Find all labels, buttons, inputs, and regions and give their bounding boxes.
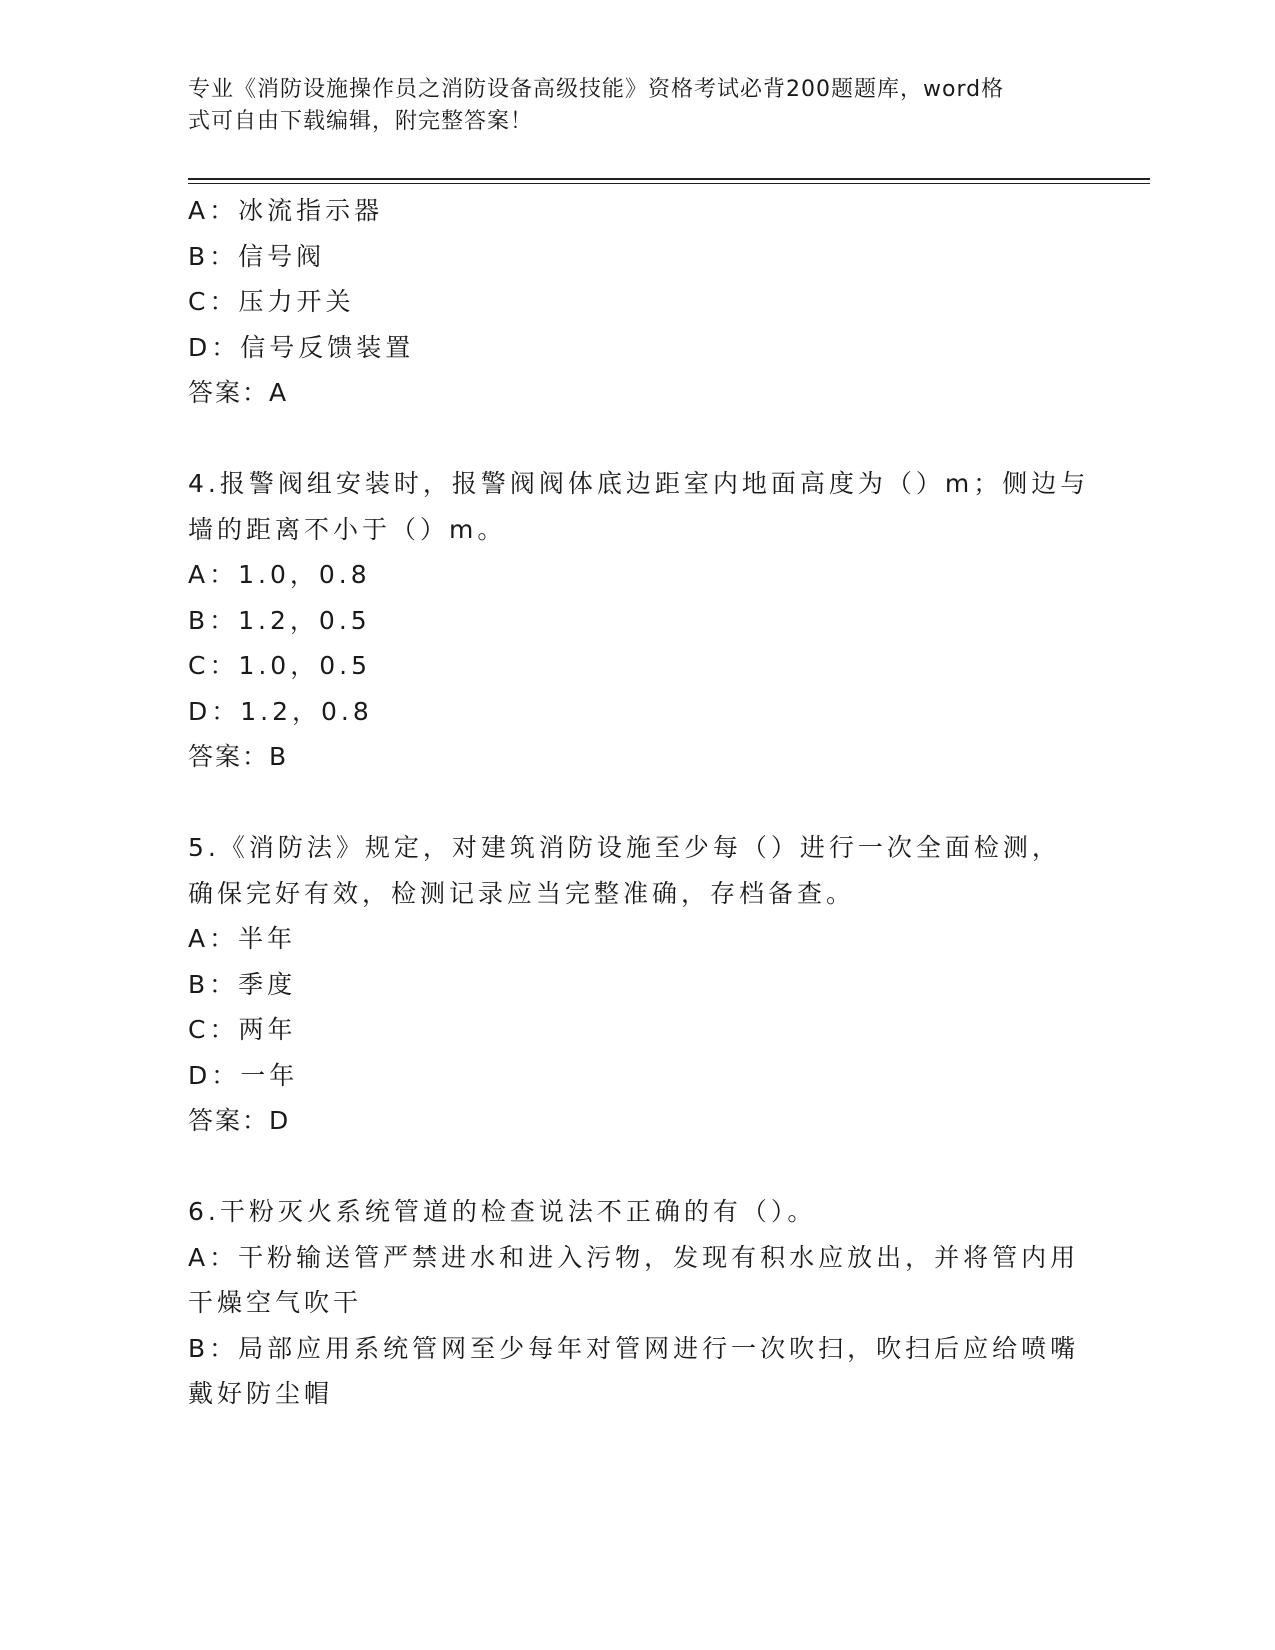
question-6 — [188, 1189, 1088, 1417]
option-a-line-2: 干燥空气吹干 — [188, 1288, 363, 1317]
question-stem-line-2: 墙的距离不小于（）m。 — [188, 514, 507, 544]
question-stem-line-1: 4.报警阀组安装时，报警阀阀体底边距室内地面高度为（）m；侧边与 — [188, 469, 1090, 498]
option-d: D：一年 — [188, 1060, 299, 1090]
option-a-line-1: A：干粉输送管严禁进水和进入污物，发现有积水应放出，并将管内用 — [188, 1242, 1080, 1272]
question-stem-line-1: 5.《消防法》规定，对建筑消防设施至少每（）进行一次全面检测， — [188, 833, 1061, 862]
option-a: A：冰流指示器 — [188, 196, 384, 225]
spacer — [188, 1144, 1088, 1190]
option-b: B：1.2，0.5 — [188, 605, 371, 635]
question-3 — [188, 188, 1088, 416]
option-d: D：信号反馈装置 — [188, 332, 415, 362]
spacer — [188, 780, 1088, 826]
question-4 — [188, 461, 1088, 780]
header-rule-thick — [188, 178, 1150, 180]
option-a: A：1.0，0.8 — [188, 560, 371, 589]
question-stem-line-2: 确保完好有效，检测记录应当完整准确，存档备查。 — [188, 878, 856, 908]
header-line-1: 专业《消防设施操作员之消防设备高级技能》资格考试必背200题题库，word格 — [188, 77, 1005, 102]
option-b: B：信号阀 — [188, 241, 326, 271]
question-5 — [188, 825, 1088, 1144]
answer: 答案：D — [188, 1106, 291, 1135]
option-b-line-1: B：局部应用系统管网至少每年对管网进行一次吹扫，吹扫后应给喷嘴 — [188, 1333, 1080, 1363]
option-b: B：季度 — [188, 969, 297, 999]
answer: 答案：A — [188, 378, 289, 407]
option-c: C：压力开关 — [188, 287, 355, 316]
option-c: C：两年 — [188, 1015, 297, 1044]
option-d: D：1.2，0.8 — [188, 696, 373, 726]
spacer — [188, 416, 1088, 462]
option-b-line-2: 戴好防尘帽 — [188, 1379, 334, 1408]
question-list — [188, 188, 1088, 1417]
answer: 答案：B — [188, 742, 289, 771]
header-line-2: 式可自由下载编辑，附完整答案！ — [188, 109, 534, 134]
option-c: C：1.0，0.5 — [188, 651, 371, 680]
option-a: A：半年 — [188, 924, 297, 953]
document-header — [188, 74, 1088, 138]
question-stem-line-1: 6.干粉灭火系统管道的检查说法不正确的有（）。 — [188, 1197, 817, 1226]
header-rule-thin — [188, 183, 1150, 184]
